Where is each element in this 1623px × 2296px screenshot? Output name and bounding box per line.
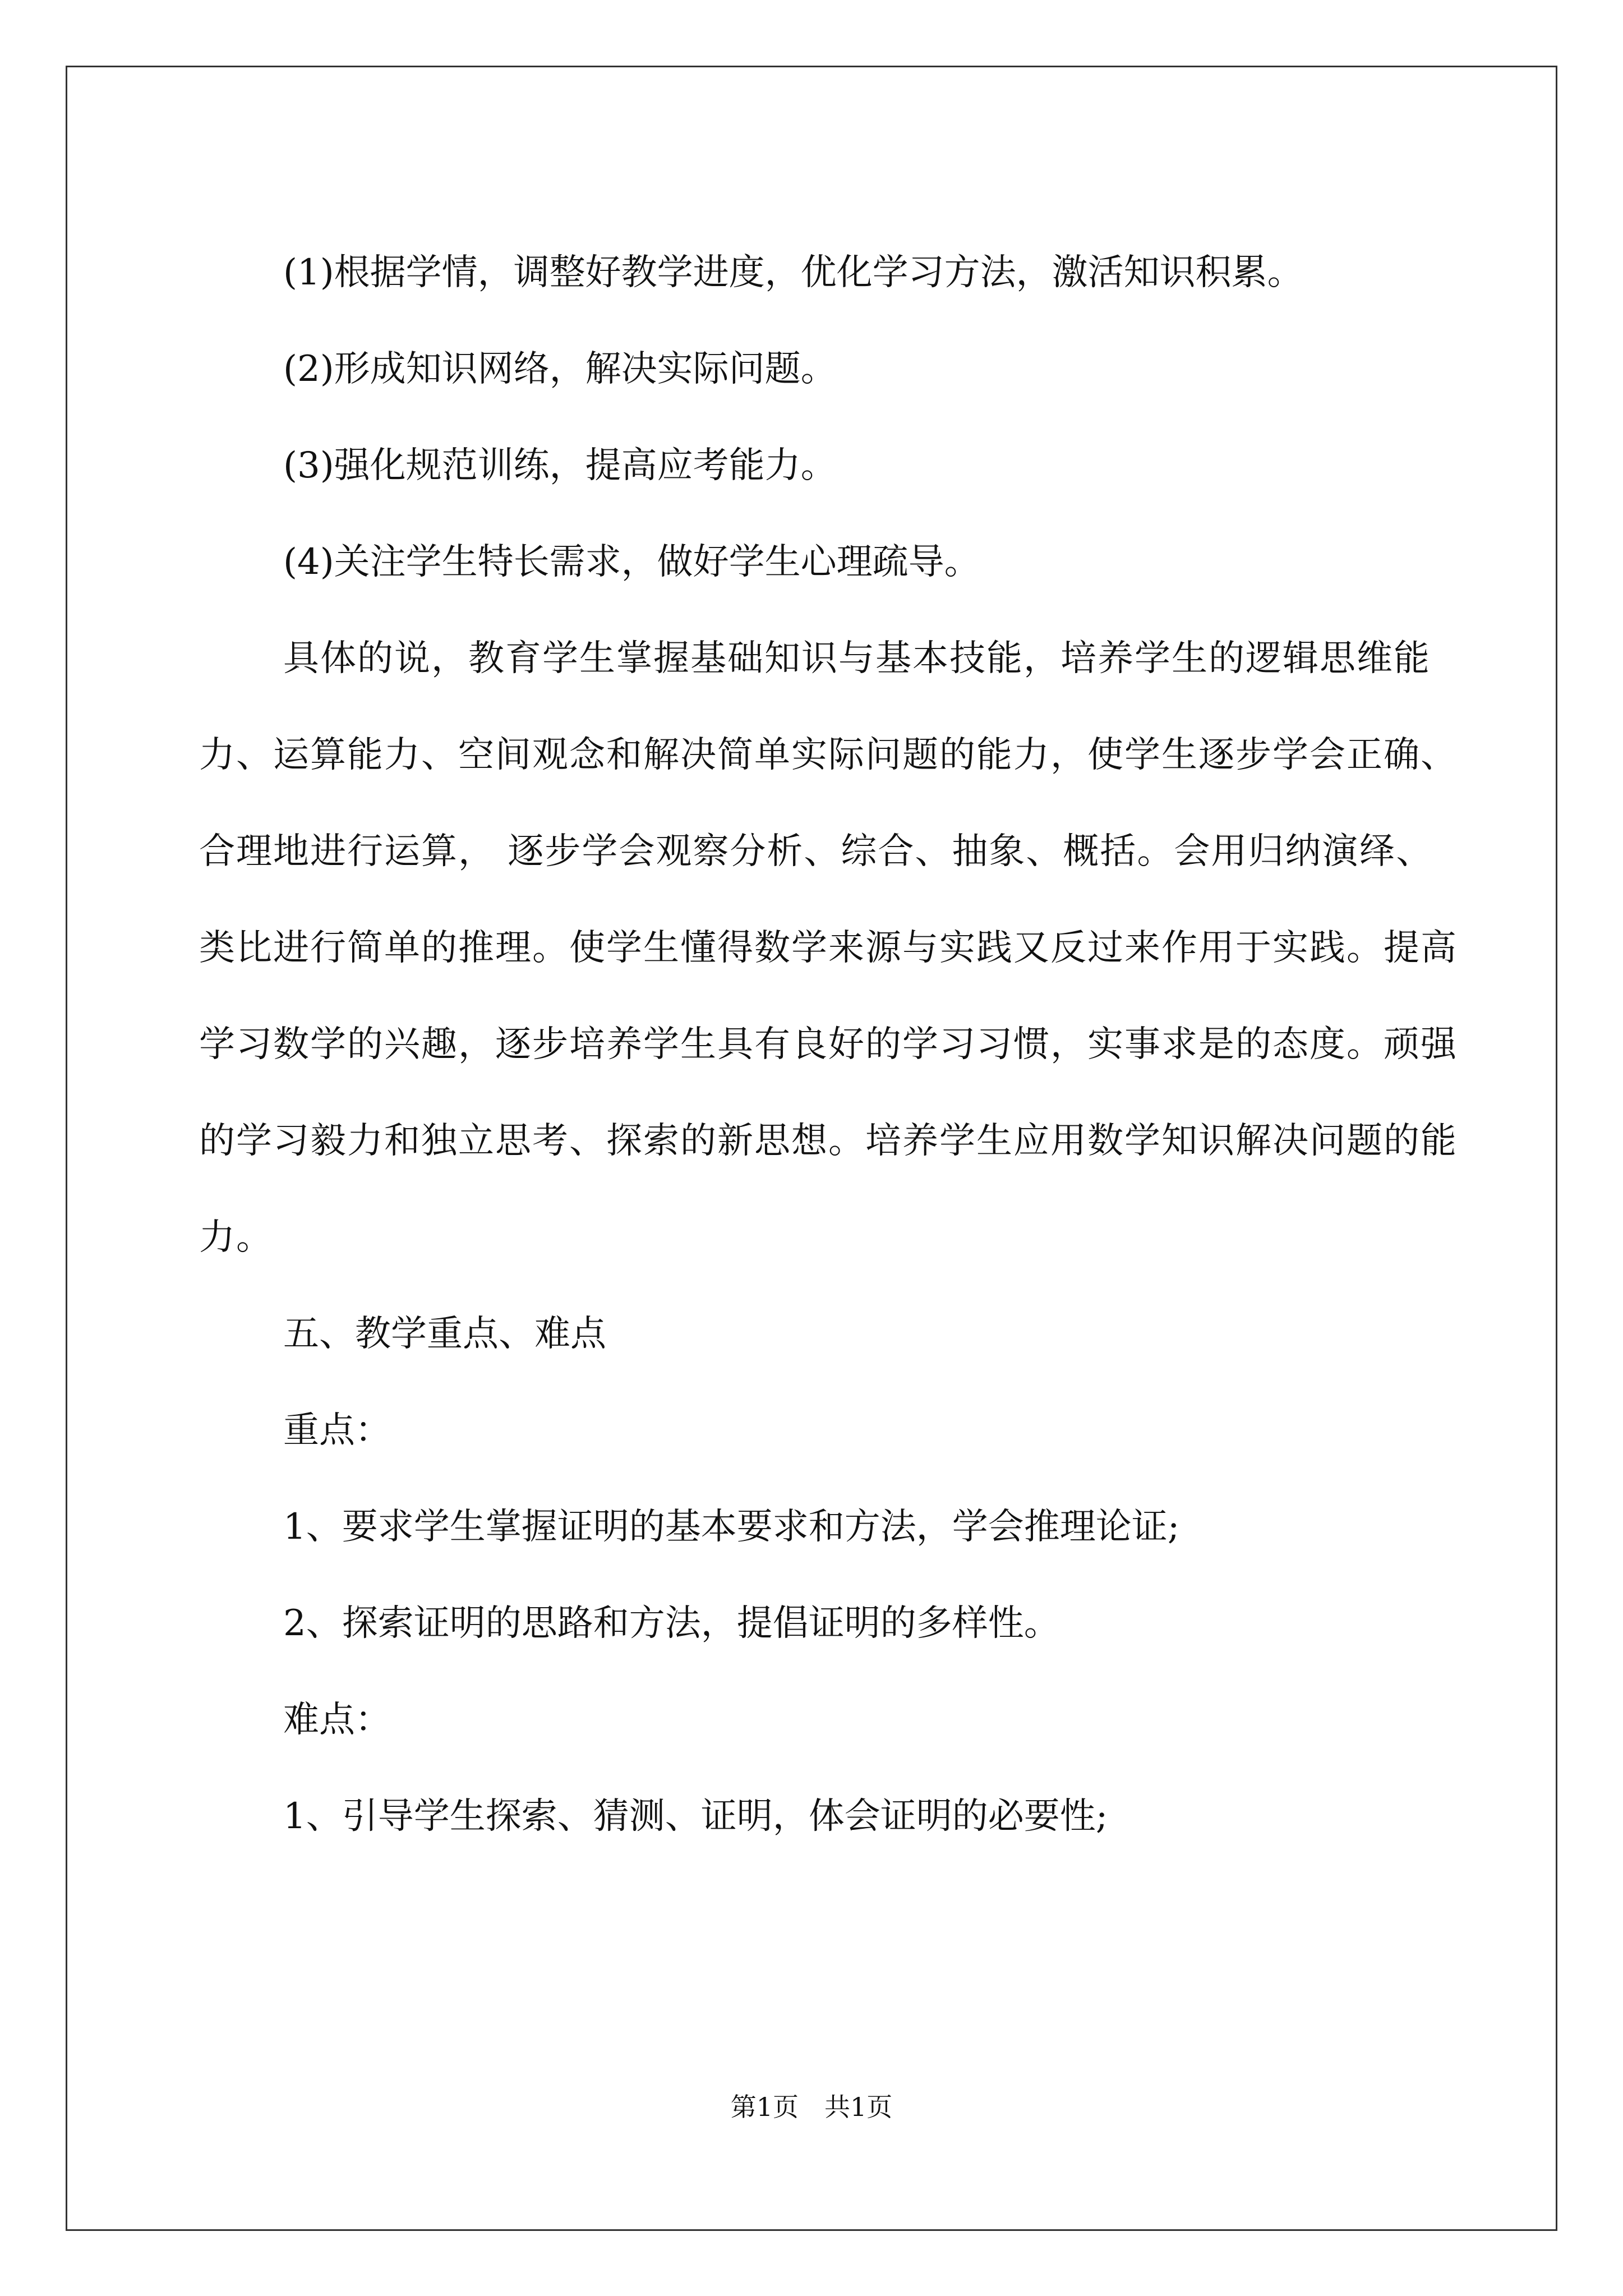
document-body xyxy=(199,224,1461,1865)
page-footer: 第1页 共1页 xyxy=(730,2092,893,2122)
list-item: (4)关注学生特长需求，做好学生心理疏导。 xyxy=(283,541,980,583)
list-item: (3)强化规范训练，提高应考能力。 xyxy=(283,445,837,486)
body-paragraph: 具体的说，教育学生掌握基础知识与基本技能，培养学生的逻辑思维能力、运算能力、空间观念和解决简单实际问题的能力，使学生逐步学会正确、合理地进行运算， 逐步学会观察分析、综合、抽象、概括。会用归纳演绎、类比进行简单的推理。使学生懂得数学来源与实践又反过来作用于实践。提高学习数学的兴趣，逐步培养学生具有良好的学习习惯，实事求是的态度。顽强的学习毅力和独立思考、探索的新思想。培养学生应用数学知识解决问题的能力。 xyxy=(199,638,1458,1258)
key-point-item: 2、探索证明的思路和方法，提倡证明的多样性。 xyxy=(283,1603,1060,1644)
list-item: (2)形成知识网络，解决实际问题。 xyxy=(283,348,837,390)
section-heading: 五、教学重点、难点 xyxy=(283,1313,606,1355)
difficulty-item: 1、引导学生探索、猜测、证明，体会证明的必要性; xyxy=(283,1796,1108,1837)
list-item: (1)根据学情，调整好教学进度，优化学习方法，激活知识积累。 xyxy=(283,252,1303,293)
key-point-item: 1、要求学生掌握证明的基本要求和方法，学会推理论证; xyxy=(283,1506,1180,1548)
difficulties-label: 难点： xyxy=(283,1699,391,1741)
key-points-label: 重点： xyxy=(283,1410,391,1451)
